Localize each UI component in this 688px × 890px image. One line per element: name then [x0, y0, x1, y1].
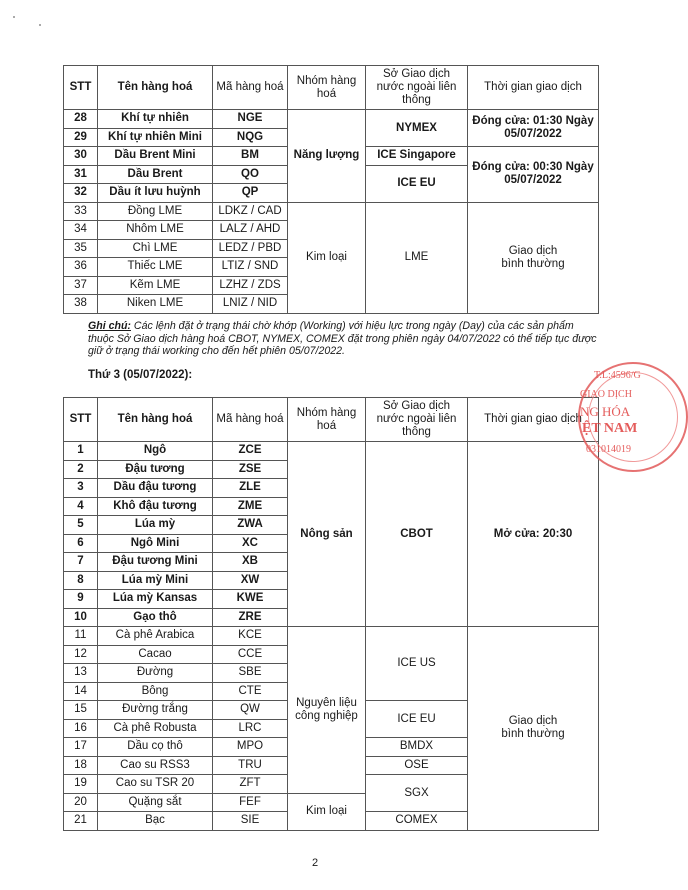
- cell-stt: 3: [64, 479, 98, 498]
- cell-exchange-comex: COMEX: [366, 812, 468, 831]
- cell-stt: 5: [64, 516, 98, 535]
- cell-stt: 34: [64, 221, 98, 240]
- cell-exchange-ice-eu: ICE EU: [366, 165, 468, 202]
- cell-name: Dầu ít lưu huỳnh: [98, 184, 213, 203]
- cell-stt: 6: [64, 534, 98, 553]
- cell-name: Bạc: [98, 812, 213, 831]
- cell-name: Khí tự nhiên: [98, 110, 213, 129]
- cell-name: Khô đậu tương: [98, 497, 213, 516]
- cell-stt: 11: [64, 627, 98, 646]
- stamp-clip: [578, 362, 641, 474]
- cell-code: ZWA: [213, 516, 288, 535]
- cell-stt: 14: [64, 682, 98, 701]
- cell-code: LTIZ / SND: [213, 258, 288, 277]
- cell-name: Cà phê Arabica: [98, 627, 213, 646]
- note-text: Các lệnh đặt ở trạng thái chờ khớp (Working) với hiệu lực trong ngày (Day) của các sản phẩm thuộc Sở Giao dịch hàng hoá CBOT, NYMEX, COMEX đặt trong phiên ngày 04/07/2022 có thể tiếp tục được giữ ở trạng thái working cho đến hết phiên 05/07/2022.: [88, 320, 597, 358]
- header-name: Tên hàng hoá: [98, 66, 213, 110]
- cell-name: Đậu tương Mini: [98, 553, 213, 572]
- cell-exchange-ice-us: ICE US: [366, 627, 468, 701]
- stamp-text: ỆT NAM: [582, 421, 638, 436]
- cell-code: CCE: [213, 645, 288, 664]
- header-code: Mã hàng hoá: [213, 398, 288, 442]
- scan-speck: [39, 24, 41, 26]
- cell-stt: 21: [64, 812, 98, 831]
- cell-stt: 28: [64, 110, 98, 129]
- cell-stt: 19: [64, 775, 98, 794]
- stamp-text: T.L:4596/G: [594, 370, 641, 381]
- cell-stt: 20: [64, 793, 98, 812]
- cell-stt: 17: [64, 738, 98, 757]
- cell-code: MPO: [213, 738, 288, 757]
- cell-name: Lúa mỳ Kansas: [98, 590, 213, 609]
- cell-stt: 33: [64, 202, 98, 221]
- cell-name: Kẽm LME: [98, 276, 213, 295]
- cell-code: ZRE: [213, 608, 288, 627]
- cell-stt: 38: [64, 295, 98, 314]
- cell-exchange-lme: LME: [366, 202, 468, 313]
- cell-code: SBE: [213, 664, 288, 683]
- header-group: Nhóm hàng hoá: [288, 398, 366, 442]
- cell-exchange-bmdx: BMDX: [366, 738, 468, 757]
- cell-exchange-ice-eu: ICE EU: [366, 701, 468, 738]
- cell-exchange-sgx: SGX: [366, 775, 468, 812]
- cell-name: Đồng LME: [98, 202, 213, 221]
- cell-code: ZLE: [213, 479, 288, 498]
- cell-time-normal: Giao dịch bình thường: [468, 627, 599, 831]
- cell-code: ZCE: [213, 442, 288, 461]
- cell-stt: 7: [64, 553, 98, 572]
- table-tuesday: [63, 397, 599, 831]
- official-stamp: [578, 362, 688, 472]
- cell-exchange-ose: OSE: [366, 756, 468, 775]
- cell-code: KWE: [213, 590, 288, 609]
- table-energy-metals: [63, 65, 599, 314]
- cell-code: ZSE: [213, 460, 288, 479]
- cell-code: CTE: [213, 682, 288, 701]
- table-row: [64, 202, 599, 221]
- cell-code: LNIZ / NID: [213, 295, 288, 314]
- cell-stt: 31: [64, 165, 98, 184]
- cell-name: Dầu đậu tương: [98, 479, 213, 498]
- cell-code: LRC: [213, 719, 288, 738]
- cell-exchange-cbot: CBOT: [366, 442, 468, 627]
- cell-code: KCE: [213, 627, 288, 646]
- header-group: Nhóm hàng hoá: [288, 66, 366, 110]
- cell-stt: 37: [64, 276, 98, 295]
- stamp-text: 031014019: [586, 444, 631, 455]
- cell-name: Dầu Brent: [98, 165, 213, 184]
- cell-code: XC: [213, 534, 288, 553]
- cell-group-metal: Kim loại: [288, 793, 366, 830]
- note-label: Ghi chú:: [88, 320, 131, 332]
- cell-stt: 9: [64, 590, 98, 609]
- cell-stt: 29: [64, 128, 98, 147]
- cell-stt: 32: [64, 184, 98, 203]
- cell-time-normal: Giao dịch bình thường: [468, 202, 599, 313]
- header-time: Thời gian giao dịch: [468, 66, 599, 110]
- table-row: [64, 442, 599, 461]
- note-paragraph: [88, 320, 598, 358]
- cell-name: Niken LME: [98, 295, 213, 314]
- header-stt: STT: [64, 398, 98, 442]
- cell-stt: 36: [64, 258, 98, 277]
- table-row: [64, 110, 599, 129]
- stamp-text: NG HÓA: [580, 404, 631, 419]
- cell-name: Cà phê Robusta: [98, 719, 213, 738]
- cell-code: XB: [213, 553, 288, 572]
- header-time: Thời gian giao dịch: [468, 398, 599, 442]
- cell-time-ice-close: Đóng cửa: 00:30 Ngày 05/07/2022: [468, 147, 599, 203]
- cell-code: LZHZ / ZDS: [213, 276, 288, 295]
- table-header-row: [64, 66, 599, 110]
- header-exchange: Sở Giao dịch nước ngoài liên thông: [366, 398, 468, 442]
- header-name: Tên hàng hoá: [98, 398, 213, 442]
- cell-group-industrial: Nguyên liệu công nghiệp: [288, 627, 366, 794]
- cell-stt: 13: [64, 664, 98, 683]
- cell-code: SIE: [213, 812, 288, 831]
- cell-name: Khí tự nhiên Mini: [98, 128, 213, 147]
- cell-code: XW: [213, 571, 288, 590]
- cell-name: Đường: [98, 664, 213, 683]
- cell-name: Ngô Mini: [98, 534, 213, 553]
- cell-code: BM: [213, 147, 288, 166]
- cell-name: Thiếc LME: [98, 258, 213, 277]
- day-heading: Thứ 3 (05/07/2022):: [88, 369, 193, 381]
- cell-name: Đường trắng: [98, 701, 213, 720]
- cell-name: Dầu cọ thô: [98, 738, 213, 757]
- cell-stt: 10: [64, 608, 98, 627]
- cell-time-open: Mở cửa: 20:30: [468, 442, 599, 627]
- cell-name: Cao su RSS3: [98, 756, 213, 775]
- cell-exchange-nymex: NYMEX: [366, 110, 468, 147]
- cell-code: NGE: [213, 110, 288, 129]
- header-exchange: Sở Giao dịch nước ngoài liên thông: [366, 66, 468, 110]
- cell-name: Ngô: [98, 442, 213, 461]
- cell-code: LALZ / AHD: [213, 221, 288, 240]
- cell-name: Lúa mỳ: [98, 516, 213, 535]
- cell-stt: 8: [64, 571, 98, 590]
- cell-name: Cao su TSR 20: [98, 775, 213, 794]
- cell-code: LEDZ / PBD: [213, 239, 288, 258]
- cell-stt: 30: [64, 147, 98, 166]
- cell-name: Đậu tương: [98, 460, 213, 479]
- cell-code: FEF: [213, 793, 288, 812]
- cell-name: Chì LME: [98, 239, 213, 258]
- cell-code: LDKZ / CAD: [213, 202, 288, 221]
- cell-name: Gạo thô: [98, 608, 213, 627]
- cell-stt: 16: [64, 719, 98, 738]
- cell-name: Bông: [98, 682, 213, 701]
- cell-name: Quặng sắt: [98, 793, 213, 812]
- cell-code: NQG: [213, 128, 288, 147]
- header-stt: STT: [64, 66, 98, 110]
- cell-stt: 1: [64, 442, 98, 461]
- cell-code: TRU: [213, 756, 288, 775]
- cell-name: Nhôm LME: [98, 221, 213, 240]
- cell-name: Dầu Brent Mini: [98, 147, 213, 166]
- cell-code: ZME: [213, 497, 288, 516]
- scan-speck: [13, 16, 15, 18]
- cell-code: ZFT: [213, 775, 288, 794]
- header-code: Mã hàng hoá: [213, 66, 288, 110]
- cell-stt: 4: [64, 497, 98, 516]
- cell-code: QW: [213, 701, 288, 720]
- stamp-text: GIAO DỊCH: [580, 389, 632, 400]
- cell-code: QO: [213, 165, 288, 184]
- cell-group-agri: Nông sản: [288, 442, 366, 627]
- cell-time-nymex-close: Đóng cửa: 01:30 Ngày 05/07/2022: [468, 110, 599, 147]
- cell-group-energy: Năng lượng: [288, 110, 366, 203]
- cell-stt: 18: [64, 756, 98, 775]
- table-row: [64, 627, 599, 646]
- cell-exchange-ice-sg: ICE Singapore: [366, 147, 468, 166]
- table-header-row: [64, 398, 599, 442]
- cell-name: Cacao: [98, 645, 213, 664]
- cell-stt: 12: [64, 645, 98, 664]
- cell-group-metal: Kim loại: [288, 202, 366, 313]
- page-number: 2: [312, 857, 319, 869]
- cell-stt: 15: [64, 701, 98, 720]
- cell-code: QP: [213, 184, 288, 203]
- cell-name: Lúa mỳ Mini: [98, 571, 213, 590]
- cell-stt: 35: [64, 239, 98, 258]
- cell-stt: 2: [64, 460, 98, 479]
